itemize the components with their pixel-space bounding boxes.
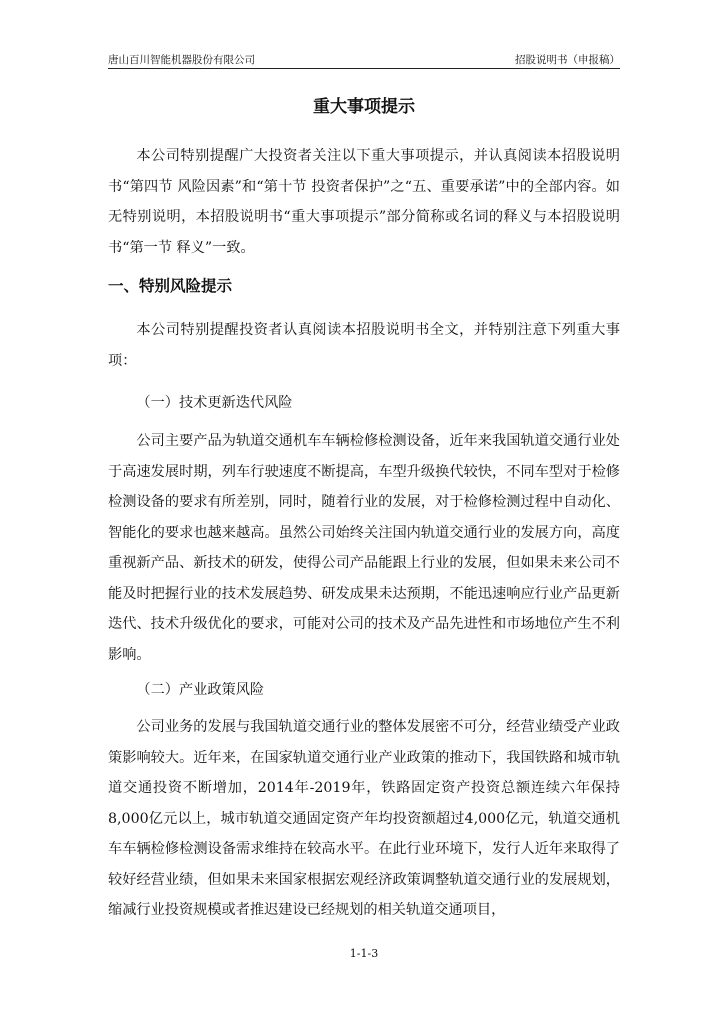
subheading-tech-risk: （一）技术更新迭代风险 (136, 395, 293, 411)
intro-paragraph: 本公司特别提醒广大投资者关注以下重大事项提示，并认真阅读本招股说明书“第四节 风险因素”和“第十节 投资者保护”之“五、重要承诺”中的全部内容。如无特别说明，本招股说明书“重大事项提示”部分简称或名词的释义与本招股说明书“第一节 释义”一致。 (108, 148, 620, 256)
header-document-type: 招股说明书（申报稿） (515, 54, 620, 66)
page-title: 重大事项提示 (313, 97, 415, 117)
subheading-policy-risk: （二）产业政策风险 (136, 682, 265, 698)
section-heading-special-risk: 一、特别风险提示 (108, 277, 233, 295)
page-number: 1-1-3 (349, 947, 379, 960)
header-divider (108, 68, 620, 69)
page-header (108, 52, 620, 68)
section-intro-paragraph: 本公司特别提醒投资者认真阅读本招股说明书全文，并特别注意下列重大事项： (108, 322, 620, 369)
header-company-name: 唐山百川智能机器股份有限公司 (108, 54, 255, 66)
tech-risk-paragraph: 公司主要产品为轨道交通机车车辆检修检测设备，近年来我国轨道交通行业处于高速发展时期，列车行驶速度不断提高，车型升级换代较快，不同车型对于检修检测设备的要求有所差别，同时，随着行业的发展，对于检修检测过程中自动化、智能化的要求也越来越高。虽然公司始终关注国内轨道交通行业的发展方向，高度重视新产品、新技术的研发，使得公司产品能跟上行业的发展，但如果未来公司不能及时把握行业的技术发展趋势、研发成果未达预期，不能迅速响应行业产品更新迭代、技术升级优化的要求，可能对公司的技术及产品先进性和市场地位产生不利影响。 (108, 433, 620, 663)
policy-risk-paragraph: 公司业务的发展与我国轨道交通行业的整体发展密不可分，经营业绩受产业政策影响较大。近年来，在国家轨道交通行业产业政策的推动下，我国铁路和城市轨道交通投资不断增加，2014年-2019年，铁路固定资产投资总额连续六年保持8,000亿元以上，城市轨道交通固定资产年均投资额超过4,000亿元，轨道交通机车车辆检修检测设备需求维持在较高水平。在此行业环境下，发行人近年来取得了较好经营业绩，但如果未来国家根据宏观经济政策调整轨道交通行业的发展规划，缩减行业投资规模或者推迟建设已经规划的相关轨道交通项目， (108, 719, 620, 918)
